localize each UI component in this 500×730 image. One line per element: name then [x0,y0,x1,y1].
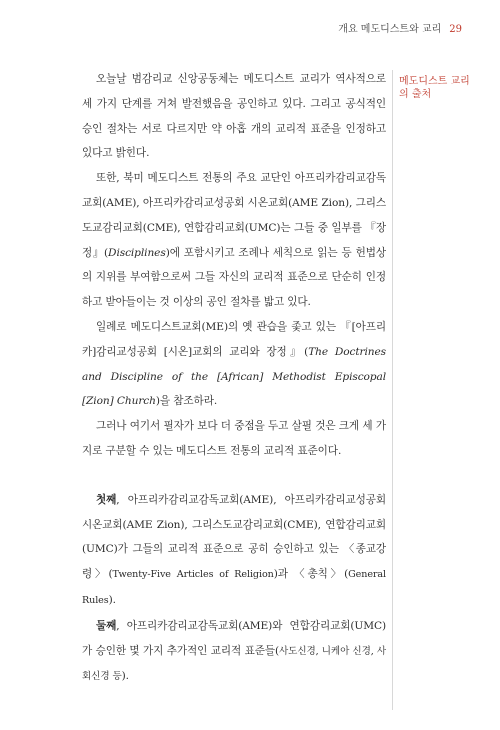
paragraph-3-text-a: 일례로 메도디스트교회(ME)의 옛 관습을 좇고 있는 『[아프리카]감리교성공회 [시온]교회의 교리와 장정』( [82,320,386,358]
body-text [82,67,386,690]
paragraph-5-text-a: , 아프리카감리교감독교회(AME), 아프리카감리교성공회 시온교회(AME Zion), 그리스도교감리교회(CME), 연합감리교회(UMC)가 그들의 교리적 표준으로 공히 승인하고 있는 〈종교강령〉( [82,493,386,581]
margin-divider [392,70,393,710]
paragraph-5-text-b: )과 〈총칙〉( [273,568,349,581]
paragraph-5-en-2: General Rules [82,569,386,606]
paragraph-6 [82,614,386,690]
paragraph-3-text-b: )을 참조하라. [155,395,218,408]
paragraph-6-text-a: , 아프리카감리교감독교회(AME)와 연합감리교회(UMC)가 승인한 몇 가지 추가적인 교리적 표준들( [82,619,386,657]
paragraph-5-lead: 첫째 [96,493,117,506]
paragraph-3 [82,315,386,414]
paragraph-6-lead: 둘째 [96,619,117,632]
paragraph-5-en-1: Twenty-Five Articles of Religion [112,569,274,581]
paragraph-4: 그러나 여기서 필자가 보다 더 중점을 두고 살필 것은 크게 세 가지로 구분할 수 있는 메도디스트 전통의 교리적 표준이다. [82,420,386,457]
paragraph-2 [82,166,386,315]
paragraph-6-text-b: ). [121,670,129,683]
running-header [338,20,462,35]
paragraph-3-italic: The Doctrines and Discipline of the [African] Methodist Episcopal [Zion] Church [82,345,386,408]
paragraph-6-small: 사도신경, 니케아 신경, 사회신경 등 [82,645,386,683]
paragraph-1: 오늘날 범감리교 신앙공동체는 메도디스트 교리가 역사적으로 세 가지 단계를 거쳐 발전했음을 공인하고 있다. 그리고 공식적인 승인 절차는 서로 다르지만 약 아홉 개의 교리적 표준을 인정하고 있다고 밝힌다. [82,73,386,160]
paragraph-2-text-b: )에 포함시키고 조례나 세칙으로 읽는 등 헌법상의 지위를 부여함으로써 그들 자신의 교리적 표준으로 단순히 인정하고 받아들이는 것 이상의 공인 절차를 밟고 있다. [82,246,386,309]
paragraph-2-text-a: 또한, 북미 메도디스트 전통의 주요 교단인 아프리카감리교감독교회(AME), 아프리카감리교성공회 시온교회(AME Zion), 그리스도교감리교회(CME), 연합감리교회(UMC)는 그들 중 일부를 『장정』( [82,172,386,259]
side-note: 메도디스트 교리의 출처 [399,76,470,100]
paragraph-5-text-c: ). [108,593,116,606]
paragraph-2-italic: Disciplines [108,246,166,259]
page-number: 29 [449,24,462,35]
running-title: 개요 메도디스트와 교리 [338,24,442,35]
paragraph-5 [82,488,386,614]
